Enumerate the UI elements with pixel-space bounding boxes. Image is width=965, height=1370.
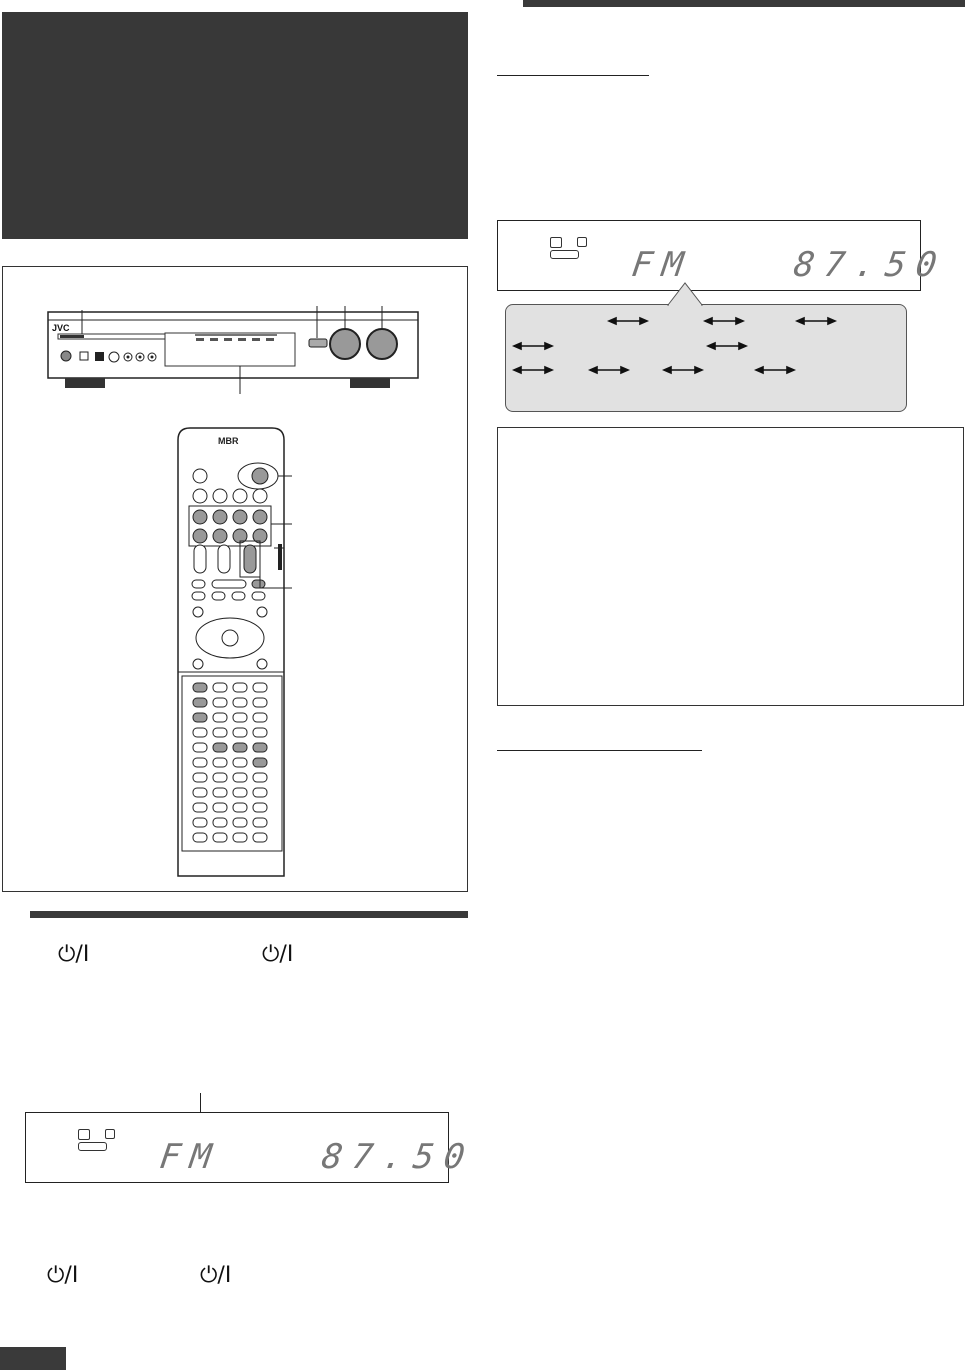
display-frequency: 87.50 (319, 1137, 478, 1177)
display-indicator (577, 237, 587, 247)
balloon-arrows (505, 278, 905, 410)
remote-control (160, 420, 330, 882)
display-indicator (105, 1129, 115, 1139)
display-indicator (550, 237, 562, 248)
display-band: FM (157, 1137, 224, 1177)
page-number-tab (0, 1347, 66, 1370)
subheading-underline-1 (497, 75, 649, 76)
display-indicator (78, 1142, 107, 1151)
section-bar-top-right (523, 0, 965, 7)
display-frequency: 87.50 (791, 245, 950, 285)
subheading-underline-2 (497, 750, 702, 751)
receiver-front-panel (40, 300, 430, 400)
remote-brand: MBR (218, 436, 239, 446)
brand-logo: JVC (52, 323, 70, 333)
power-icon: ⏻/I (262, 942, 294, 967)
power-icon: ⏻/I (58, 942, 90, 967)
display-band: FM (629, 245, 696, 285)
display-window-bottom (25, 1112, 478, 1183)
section-header-box (2, 12, 468, 239)
power-icon: ⏻/I (200, 1263, 232, 1288)
display-indicator (78, 1129, 90, 1140)
info-box (497, 427, 964, 706)
power-icon: ⏻/I (47, 1263, 79, 1288)
display-indicator (550, 250, 579, 259)
section-bar-power (30, 911, 468, 918)
